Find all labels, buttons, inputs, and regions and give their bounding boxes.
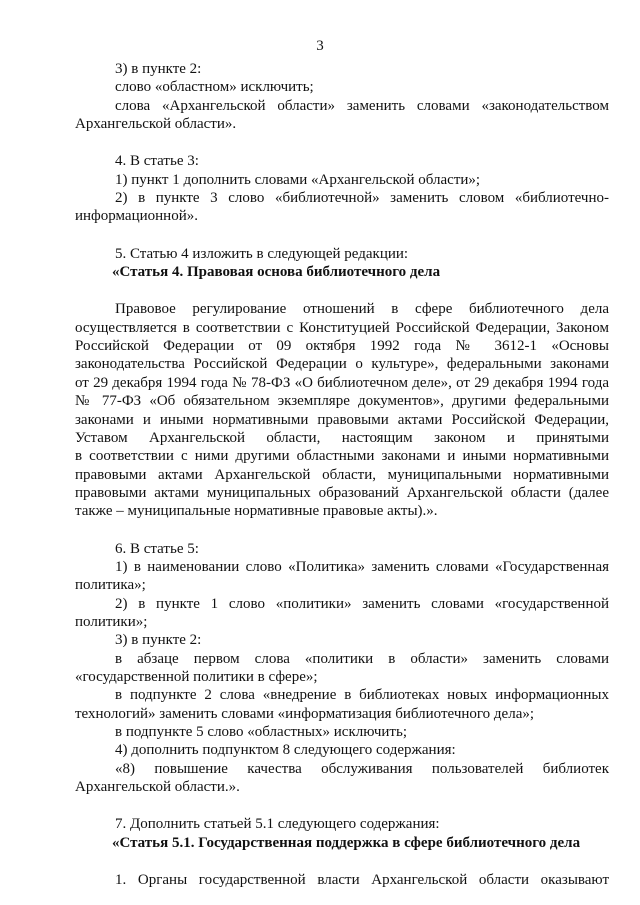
text-line: в абзаце первом слова «политики в области» заменить словами	[115, 650, 609, 667]
text-line: информационной».	[75, 208, 198, 225]
text-line: в соответствии с ними другими областными законами и иными нормативными	[75, 448, 609, 465]
paragraph-gap	[75, 133, 609, 152]
article-heading: «Статья 5.1. Государственная поддержка в сфере библиотечного дела	[112, 834, 581, 851]
text-line: 1) в наименовании слово «Политика» заменить словами «Государственная	[115, 558, 609, 575]
text-line: 5. Статью 4 изложить в следующей редакции:	[115, 245, 409, 262]
text-line: законодательства Российской Федерации о культуре», федеральными законами	[75, 356, 609, 373]
article-heading: «Статья 4. Правовая основа библиотечного дела	[112, 264, 441, 281]
text-line: Уставом Архангельской области, настоящим законом и принятыми	[75, 429, 609, 446]
text-line: политики»;	[75, 613, 148, 630]
text-line: 1) пункт 1 дополнить словами «Архангельской области»;	[115, 171, 481, 188]
text-line: Российской Федерации от 09 октября 1992 года № 3612-1 «Основы	[75, 338, 609, 355]
text-line: Архангельской области».	[75, 116, 237, 133]
paragraph-gap	[75, 281, 609, 300]
text-line: Правовое регулирование отношений в сфере библиотечного дела	[115, 301, 609, 318]
paragraph-gap	[75, 521, 609, 540]
text-line: 7. Дополнить статьей 5.1 следующего содержания:	[115, 816, 440, 833]
text-line: от 29 декабря 1994 года № 78-ФЗ «О библиотечном деле», от 29 декабря 1994 года	[75, 374, 609, 391]
text-line: технологий» заменить словами «информатизация библиотечного дела»;	[75, 705, 535, 722]
text-line: № 77-ФЗ «Об обязательном экземпляре документов», другими федеральными	[75, 393, 609, 410]
text-line: в подпункте 2 слова «внедрение в библиотеках новых информационных	[115, 687, 609, 704]
text-line: «государственной политики в сфере»;	[75, 668, 318, 685]
paragraph-gap	[75, 226, 609, 245]
text-line: осуществляется в соответствии с Конституцией Российской Федерации, Законом	[75, 319, 609, 336]
text-line: 2) в пункте 3 слово «библиотечной» заменить словом «библиотечно-	[115, 190, 609, 207]
text-line: политика»;	[75, 577, 146, 594]
text-line: в подпункте 5 слово «областных» исключить;	[115, 724, 407, 740]
text-line: 3) в пункте 2:	[115, 61, 202, 77]
text-line: также – муниципальные нормативные правовые акты).».	[75, 503, 438, 520]
text-line: 4) дополнить подпунктом 8 следующего содержания:	[115, 742, 456, 759]
text-line: слово «областном» исключить;	[115, 79, 314, 96]
text-line: Архангельской области.».	[75, 779, 240, 796]
text-line: 2) в пункте 1 слово «политики» заменить словами «государственной	[115, 595, 609, 612]
text-line: правовыми актами Архангельской области, муниципальными нормативными	[75, 466, 609, 483]
text-line: законами и иными нормативными правовыми актами Российской Федерации,	[75, 411, 609, 428]
text-line: слова «Архангельской области» заменить словами «законодательством	[115, 97, 609, 114]
paragraph-gap	[75, 852, 609, 871]
text-line: 6. В статье 5:	[115, 540, 199, 557]
text-line: 3) в пункте 2:	[115, 632, 202, 649]
text-line: 4. В статье 3:	[115, 153, 199, 170]
text-line: 1. Органы государственной власти Архангельской области оказывают	[115, 872, 609, 889]
text-line: «8) повышение качества обслуживания пользователей библиотек	[115, 760, 609, 777]
paragraph-gap	[75, 796, 609, 815]
text-line: правовыми актами муниципальных образований Архангельской области (далее	[75, 484, 609, 501]
document-body	[75, 60, 609, 889]
page-number: 3	[316, 38, 324, 54]
